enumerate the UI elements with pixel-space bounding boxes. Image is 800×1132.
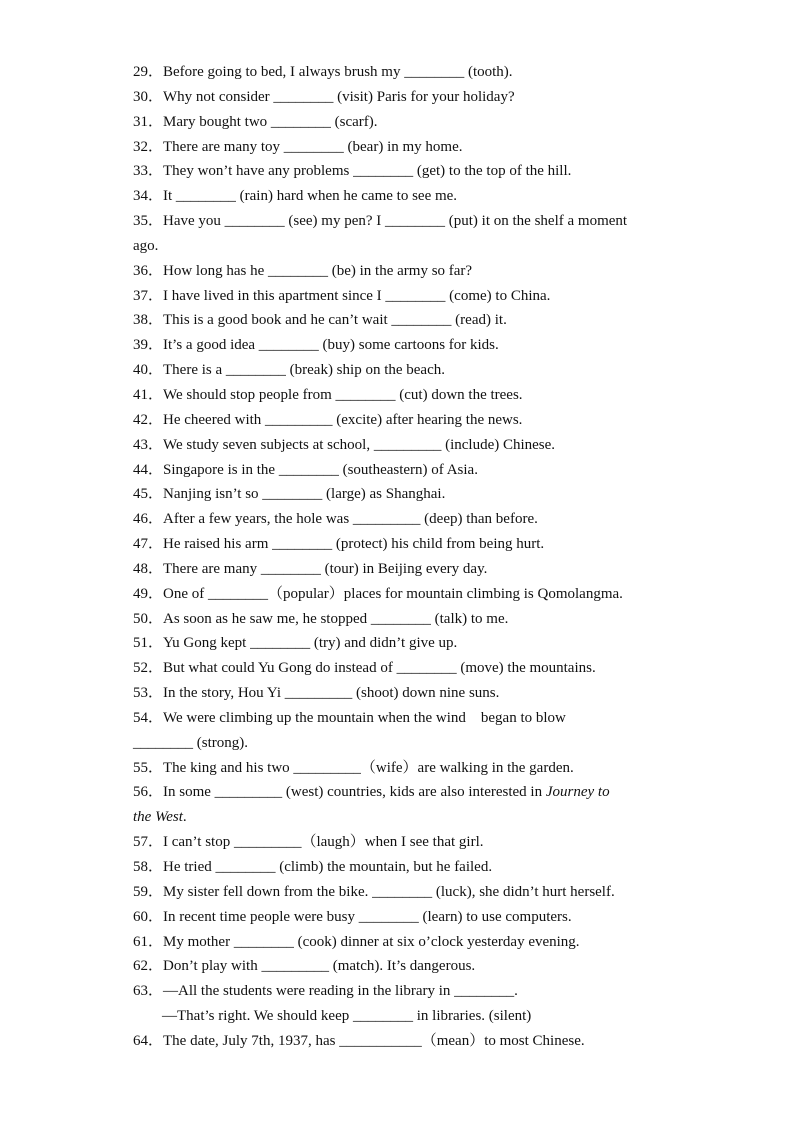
exercise-line (133, 780, 693, 805)
exercise-text: 47．He raised his arm ________ (protect) his child from being hurt. (133, 536, 545, 553)
exercise-text: 46．After a few years, the hole was _________ (deep) than before. (133, 511, 538, 528)
book-title: Journey to (545, 784, 610, 801)
punctuation: . (182, 809, 187, 826)
exercise-text: 36．How long has he ________ (be) in the army so far? (133, 262, 473, 279)
exercise-text: 60．In recent time people were busy ________ (learn) to use computers. (133, 908, 572, 925)
exercise-line (133, 880, 693, 905)
exercise-line (133, 1004, 693, 1029)
exercise-line (133, 60, 693, 85)
exercise-line (133, 830, 693, 855)
exercise-line (133, 557, 693, 582)
exercise-text: 56．In some _________ (west) countries, kids are also interested in (133, 784, 546, 801)
exercise-line (133, 731, 693, 756)
exercise-line (133, 135, 693, 160)
exercise-text: 33．They won’t have any problems ________ (get) to the top of the hill. (133, 163, 572, 180)
exercise-line (133, 631, 693, 656)
exercise-text: 59．My sister fell down from the bike. ________ (luck), she didn’t hurt herself. (133, 883, 615, 900)
exercise-line (133, 482, 693, 507)
exercise-line (133, 333, 693, 358)
exercise-list (133, 60, 693, 1054)
exercise-text: 29．Before going to bed, I always brush my ________ (tooth). (133, 64, 513, 80)
exercise-text: —That’s right. We should keep ________ in libraries. (silent) (162, 1008, 532, 1025)
exercise-text: 44．Singapore is in the ________ (southeastern) of Asia. (133, 461, 478, 478)
exercise-text: 39．It’s a good idea ________ (buy) some cartoons for kids. (133, 337, 499, 354)
exercise-line (133, 284, 693, 309)
exercise-line (133, 954, 693, 979)
exercise-text: 58．He tried ________ (climb) the mountain, but he failed. (133, 859, 493, 875)
exercise-line (133, 383, 693, 408)
exercise-line (133, 433, 693, 458)
exercise-text: 62．Don’t play with _________ (match). It’s dangerous. (133, 958, 476, 975)
exercise-line (133, 756, 693, 781)
exercise-text: 61．My mother ________ (cook) dinner at six o’clock yesterday evening. (133, 933, 580, 950)
exercise-line (133, 855, 693, 880)
exercise-line (133, 656, 693, 681)
exercise-line (133, 979, 693, 1004)
exercise-line (133, 681, 693, 706)
exercise-text: 45．Nanjing isn’t so ________ (large) as Shanghai. (133, 486, 446, 503)
exercise-text: 50．As soon as he saw me, he stopped ________ (talk) to me. (133, 610, 509, 627)
exercise-text: 43．We study seven subjects at school, _________ (include) Chinese. (133, 436, 556, 453)
exercise-text: 42．He cheered with _________ (excite) after hearing the news. (133, 411, 523, 428)
exercise-line (133, 358, 693, 383)
exercise-text: 37．I have lived in this apartment since I ________ (come) to China. (133, 287, 551, 304)
book-title: the West (133, 809, 183, 826)
exercise-line (133, 184, 693, 209)
exercise-line (133, 159, 693, 184)
exercise-text: 38．This is a good book and he can’t wait ________ (read) it. (133, 312, 507, 329)
exercise-line (133, 532, 693, 557)
exercise-text: 32．There are many toy ________ (bear) in my home. (133, 138, 463, 155)
exercise-text: 64．The date, July 7th, 1937, has ___________（mean）to most Chinese. (133, 1032, 585, 1049)
exercise-line (133, 259, 693, 284)
exercise-line (133, 607, 693, 632)
exercise-line (133, 930, 693, 955)
exercise-text: 57．I can’t stop _________（laugh）when I see that girl. (133, 834, 484, 851)
exercise-line (133, 582, 693, 607)
exercise-line (133, 209, 693, 234)
exercise-text: 63．—All the students were reading in the library in ________. (133, 983, 518, 1000)
exercise-text: 52．But what could Yu Gong do instead of ________ (move) the mountains. (133, 660, 596, 677)
exercise-line (133, 458, 693, 483)
exercise-text: 41．We should stop people from ________ (cut) down the trees. (133, 386, 523, 403)
exercise-line (133, 85, 693, 110)
exercise-text: 30．Why not consider ________ (visit) Paris for your holiday? (133, 88, 515, 105)
exercise-text: 54．We were climbing up the mountain when the wind began to blow (133, 709, 566, 726)
exercise-line (133, 110, 693, 135)
exercise-text: 31．Mary bought two ________ (scarf). (133, 113, 378, 130)
exercise-text: 35．Have you ________ (see) my pen? I ________ (put) it on the shelf a moment (133, 213, 628, 230)
exercise-text: ________ (strong). (133, 734, 248, 751)
exercise-text: 53．In the story, Hou Yi _________ (shoot) down nine suns. (133, 685, 500, 702)
exercise-text: 51．Yu Gong kept ________ (try) and didn’t give up. (133, 635, 458, 652)
exercise-line (133, 706, 693, 731)
exercise-text: ago. (133, 237, 159, 254)
exercise-text: 49．One of ________（popular）places for mountain climbing is Qomolangma. (133, 585, 623, 602)
exercise-line (133, 507, 693, 532)
exercise-line (133, 408, 693, 433)
exercise-text: 34．It ________ (rain) hard when he came to see me. (133, 188, 458, 205)
exercise-text: 55．The king and his two _________（wife）are walking in the garden. (133, 759, 574, 776)
exercise-line (133, 234, 693, 259)
exercise-line (133, 308, 693, 333)
exercise-text: 48．There are many ________ (tour) in Beijing every day. (133, 560, 488, 577)
exercise-line (133, 805, 693, 830)
exercise-line (133, 905, 693, 930)
exercise-text: 40．There is a ________ (break) ship on the beach. (133, 362, 445, 379)
exercise-line (133, 1029, 693, 1054)
